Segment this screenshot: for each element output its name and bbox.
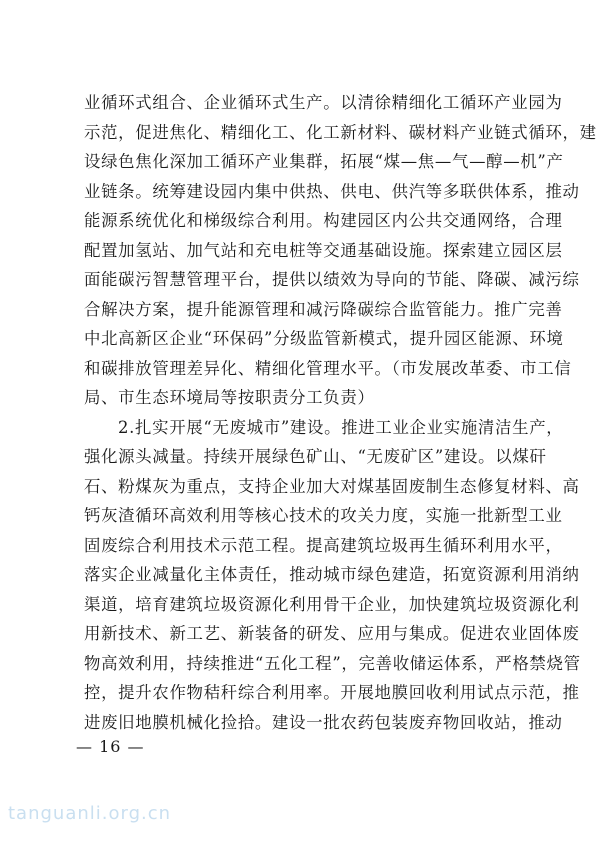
paragraph-line: 石、粉煤灰为重点，支持企业加大对煤基固废制生态修复材料、高 xyxy=(84,477,580,496)
paragraph-line: 能源系统优化和梯级综合利用。构建园区内公共交通网络，合理 xyxy=(84,211,563,230)
page-number: — 16 — xyxy=(76,737,145,756)
paragraph-line: 固废综合利用技术示范工程。提高建筑垃圾再生循环利用水平， xyxy=(84,536,563,555)
paragraph-line: 设绿色焦化深加工循环产业集群，拓展“煤—焦—气—醇—机”产 xyxy=(84,152,564,171)
paragraph-line: 落实企业减量化主体责任，推动城市绿色建造，拓宽资源利用消纳 xyxy=(84,565,580,584)
paragraph-line: 物高效利用，持续推进“五化工程”，完善收储运体系，严格禁烧管 xyxy=(84,654,581,673)
paragraph-line: 业循环式组合、企业循环式生产。以清徐精细化工循环产业园为 xyxy=(84,93,563,112)
paragraph-line: 中北高新区企业“环保码”分级监管新模式，提升园区能源、环境 xyxy=(84,329,564,348)
paragraph-line: 强化源头减量。持续开展绿色矿山、“无废矿区”建设。以煤矸 xyxy=(84,447,547,466)
paragraph-line: 局、市生态环境局等按职责分工负责） xyxy=(84,388,375,407)
paragraph-line: 示范，促进焦化、精细化工、化工新材料、碳材料产业链式循环，建 xyxy=(84,123,597,142)
paragraph-line: 渠道，培育建筑垃圾资源化利用骨干企业，加快建筑垃圾资源化利 xyxy=(84,595,580,614)
watermark-text: tanguanli.org.cn xyxy=(8,803,172,824)
paragraph-line: 控，提升农作物秸秆综合利用率。开展地膜回收利用试点示范，推 xyxy=(84,683,580,702)
paragraph-line: 进废旧地膜机械化捡拾。建设一批农药包装废弃物回收站，推动 xyxy=(84,713,563,732)
paragraph-line: 合解决方案，提升能源管理和减污降碳综合监管能力。推广完善 xyxy=(84,300,563,319)
paragraph-line: 面能碳污智慧管理平台，提供以绩效为导向的节能、降碳、减污综 xyxy=(84,270,580,289)
paragraph-line: 钙灰渣循环高效利用等核心技术的攻关力度，实施一批新型工业 xyxy=(84,506,563,525)
paragraph-line: 配置加氢站、加气站和充电桩等交通基础设施。探索建立园区层 xyxy=(84,241,563,260)
paragraph-line: 用新技术、新工艺、新装备的研发、应用与集成。促进农业固体废 xyxy=(84,624,580,643)
paragraph-line: 和碳排放管理差异化、精细化管理水平。（市发展改革委、市工信 xyxy=(84,359,572,378)
paragraph-line: 业链条。统筹建设园内集中供热、供电、供汽等多联供体系，推动 xyxy=(84,182,580,201)
section-heading-line: 2.扎实开展“无废城市”建设。推进工业企业实施清洁生产， xyxy=(118,418,564,437)
